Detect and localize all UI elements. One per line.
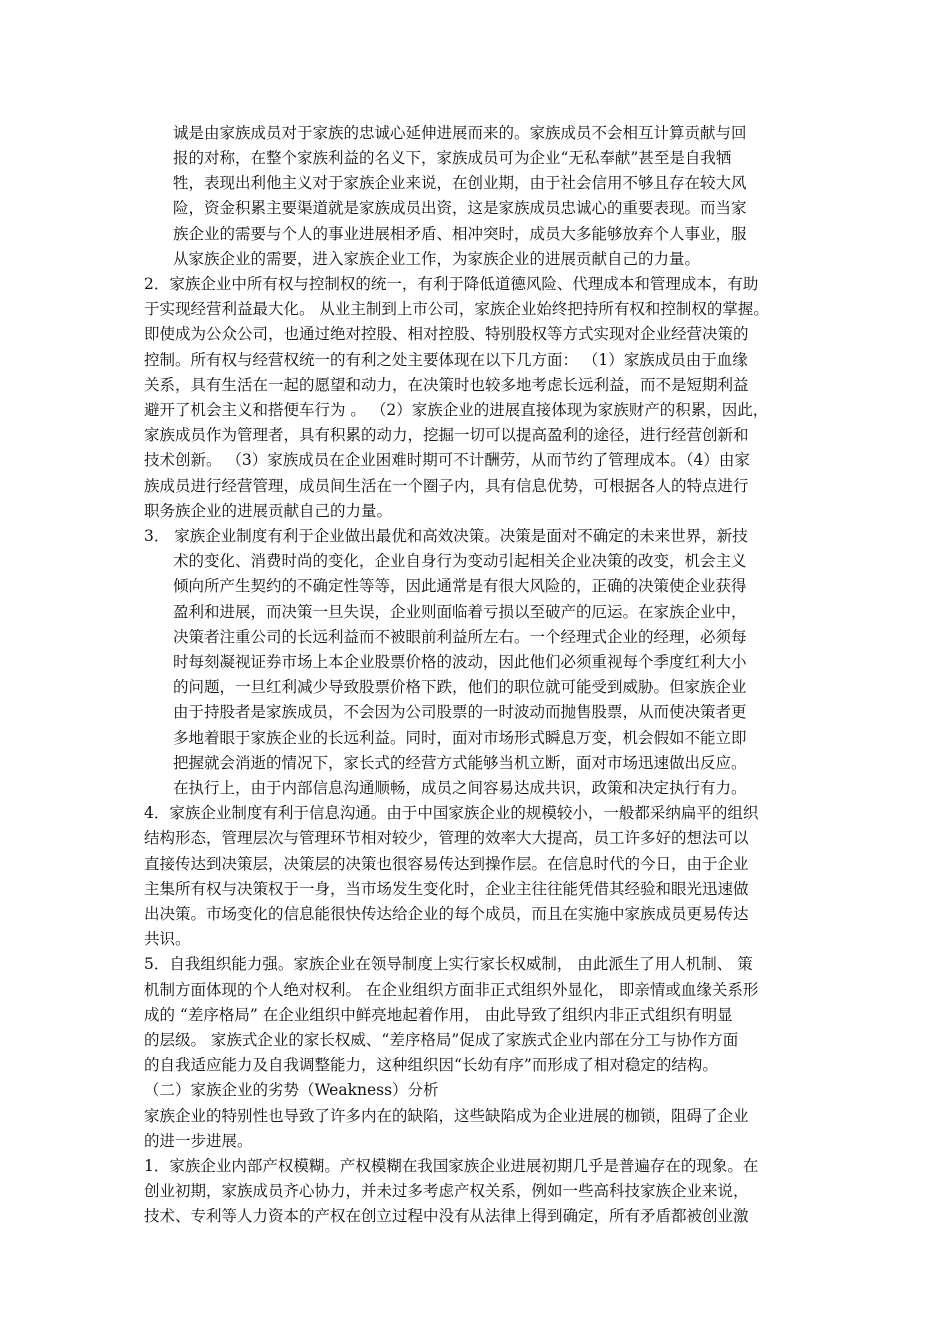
text-line: 的进一步进展。 [144, 1132, 253, 1150]
text-line: 族成员进行经营管理，成员间生活在一个圈子内，具有信息优势，可根据各人的特点进行 [144, 477, 749, 495]
text-line: 家族企业的特别性也导致了许多内在的缺陷，这些缺陷成为企业进展的枷锁，阻碍了企业 [144, 1107, 749, 1125]
text-line: 控制。所有权与经营权统一的有利之处主要体现在以下几方面： （1）家族成员由于血缘 [144, 351, 748, 369]
text-line: 的层级。 家族式企业的家长权威、“差序格局”促成了家族式企业内部在分工与协作方面 [144, 1031, 739, 1049]
text-line: 职务族企业的进展贡献自己的力量。 [144, 502, 393, 520]
text-line: 牲，表现出利他主义对于家族企业来说，在创业期，由于社会信用不够且存在较大风 [173, 174, 747, 192]
text-line: 时每刻凝视证券市场上本企业股票价格的波动，因此他们必须重视每个季度红利大小 [173, 653, 747, 671]
text-line: 技术创新。 （3）家族成员在企业困难时期可不计酬劳，从而节约了管理成本。（4）由家 [144, 451, 750, 469]
section-heading: 2．家族企业中所有权与控制权的统一，有利于降低道德风险、代理成本和管理成本，有助 [144, 275, 759, 293]
section-heading: 5．自我组织能力强。家族企业在领导制度上实行家长权威制， 由此派生了用人机制、 策 [144, 955, 753, 973]
text-line: 报的对称，在整个家族利益的名义下，家族成员可为企业“无私奉献”甚至是自我牺 [173, 149, 732, 167]
section-heading: 1．家族企业内部产权模糊。产权模糊在我国家族企业进展初期几乎是普遍存在的现象。在 [144, 1157, 759, 1175]
text-line: 在执行上，由于内部信息沟通顺畅，成员之间容易达成共识，政策和决定执行有力。 [173, 779, 747, 797]
section-heading: 3． 家族企业制度有利于企业做出最优和高效决策。决策是面对不确定的未来世界，新技 [144, 527, 748, 545]
text-line: 族企业的需要与个人的事业进展相矛盾、相冲突时，成员大多能够放弃个人事业，服 [173, 225, 747, 243]
section-heading: 4．家族企业制度有利于信息沟通。由于中国家族企业的规模较小，一般都采纳扁平的组织 [144, 804, 759, 822]
text-line: 避开了机会主义和搭便车行为 。 （2）家族企业的进展直接体现为家族财产的积累，因此， [144, 401, 769, 419]
text-line: 倾向所产生契约的不确定性等等，因此通常是有很大风险的，正确的决策使企业获得 [173, 577, 747, 595]
text-line: 关系，具有生活在一起的愿望和动力，在决策时也较多地考虑长远利益，而不是短期利益 [144, 376, 749, 394]
text-line: 出决策。市场变化的信息能很快传达给企业的每个成员，而且在实施中家族成员更易传达 [144, 905, 749, 923]
text-line: 盈利和进展，而决策一旦失误，企业则面临着亏损以至破产的厄运。在家族企业中， [173, 603, 747, 621]
text-line: 把握就会消逝的情况下，家长式的经营方式能够当机立断，面对市场迅速做出反应。 [173, 754, 747, 772]
text-line: 即使成为公众公司，也通过绝对控股、相对控股、特别股权等方式实现对企业经营决策的 [144, 325, 749, 343]
text-line: 多地着眼于家族企业的长远利益。同时，面对市场形式瞬息万变，机会假如不能立即 [173, 729, 747, 747]
subsection-heading: （二）家族企业的劣势（Weakness）分析 [144, 1081, 439, 1099]
text-line: 由于持股者是家族成员，不会因为公司股票的一时波动而抛售股票，从而使决策者更 [173, 703, 747, 721]
text-line: 从家族企业的需要，进入家族企业工作，为家族企业的进展贡献自己的力量。 [173, 250, 701, 268]
text-line: 险，资金积累主要渠道就是家族成员出资，这是家族成员忠诚心的重要表现。而当家 [173, 199, 747, 217]
text-line: 决策者注重公司的长远利益而不被眼前利益所左右。一个经理式企业的经理，必须每 [173, 628, 747, 646]
text-line: 诚是由家族成员对于家族的忠诚心延伸进展而来的。家族成员不会相互计算贡献与回 [173, 124, 747, 142]
text-line: 的自我适应能力及自我调整能力，这种组织因“长幼有序”而形成了相对稳定的结构。 [144, 1056, 718, 1074]
text-line: 于实现经营利益最大化。 从业主制到上市公司，家族企业始终把持所有权和控制权的掌握。 [144, 300, 769, 318]
text-line: 机制方面体现的个人绝对权利。 在企业组织方面非正式组织外显化， 即亲情或血缘关系形 [144, 981, 759, 999]
text-line: 技术、专利等人力资本的产权在创立过程中没有从法律上得到确定，所有矛盾都被创业激 [144, 1207, 749, 1225]
text-line: 直接传达到决策层，决策层的决策也很容易传达到操作层。在信息时代的今日，由于企业 [144, 855, 749, 873]
text-line: 主集所有权与决策权于一身，当市场发生变化时，企业主往往能凭借其经验和眼光迅速做 [144, 880, 749, 898]
text-line: 共识。 [144, 930, 191, 948]
text-line: 家族成员作为管理者，具有积累的动力，挖掘一切可以提高盈利的途径，进行经营创新和 [144, 426, 749, 444]
text-line: 创业初期，家族成员齐心协力，并未过多考虑产权关系，例如一些高科技家族企业来说， [144, 1182, 749, 1200]
text-line: 结构形态，管理层次与管理环节相对较少，管理的效率大大提高，员工许多好的想法可以 [144, 829, 749, 847]
text-line: 成的 “差序格局” 在企业组织中鲜亮地起着作用， 由此导致了组织内非正式组织有明显 [144, 1006, 733, 1024]
text-line: 的问题，一旦红利减少导致股票价格下跌，他们的职位就可能受到威胁。但家族企业 [173, 678, 747, 696]
text-line: 术的变化、消费时尚的变化，企业自身行为变动引起相关企业决策的改变，机会主义 [173, 552, 747, 570]
